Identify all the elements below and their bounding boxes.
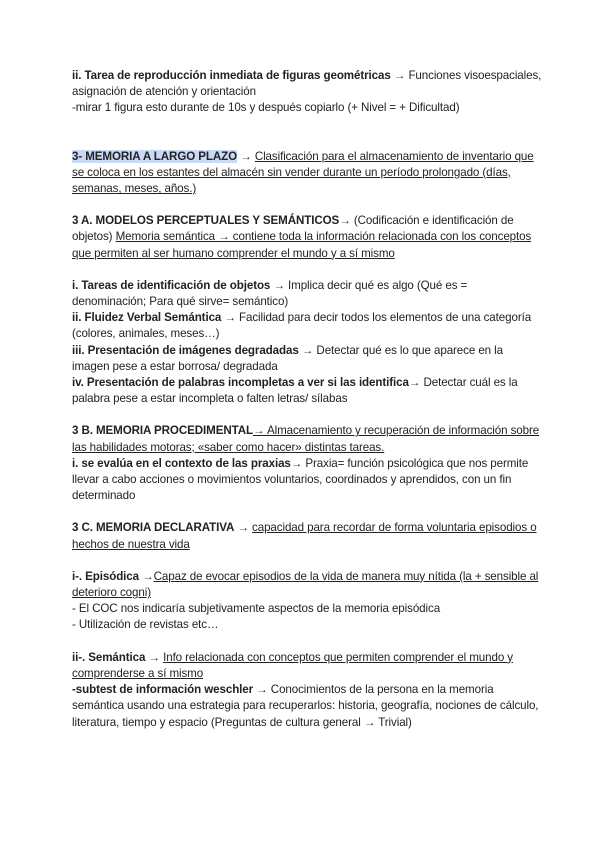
section-3b-item [72, 456, 542, 505]
paragraph-ii-tarea [72, 68, 542, 100]
semantica-definition: Info relacionada con conceptos que permiten comprender el mundo y comprenderse a sí mismo [72, 650, 513, 680]
item-text: → Funciones visoespaciales, asignación de atención y orientación [72, 69, 542, 99]
section-3b-definition: → Almacenamiento y recuperación de información sobre las habilidades motoras; «saber como hacer» distintas tareas. [72, 424, 540, 454]
episodica-note: - Utilización de revistas etc… [72, 618, 219, 632]
arrow-text: → [237, 149, 255, 163]
list-item-title: iii. Presentación de imágenes degradadas [72, 343, 299, 357]
list-item [72, 375, 542, 407]
semantica-item [72, 682, 542, 731]
episodica-title: i-. Episódica [72, 569, 139, 583]
arrow-text: → [145, 650, 164, 664]
semantica-title: ii-. Semántica [72, 650, 146, 664]
list-item-title: ii. Fluidez Verbal Semántica [72, 311, 222, 325]
section-3a-text: → (Codificación e identificación de objetos) [72, 214, 514, 244]
section-3-highlight: 3- MEMORIA A LARGO PLAZO [72, 149, 238, 163]
list-item [72, 343, 542, 375]
section-3b-title: 3 B. MEMORIA PROCEDIMENTAL [72, 424, 253, 438]
episodica-note: - El COC nos indicaría subjetivamente aspectos de la memoria episódica [72, 602, 441, 616]
list-item-title: iv. Presentación de palabras incompletas a ver si las identifica [72, 376, 409, 390]
list-item-title: i. Tareas de identificación de objetos [72, 278, 271, 292]
semantica-item-title: -subtest de información weschler [72, 683, 254, 697]
list-item [72, 278, 542, 310]
section-3c-title: 3 C. MEMORIA DECLARATIVA [72, 521, 235, 535]
section-3-heading [72, 149, 542, 198]
section-3b-item-text: → Praxia= función psicológica que nos permite llevar a cabo acciones o movimientos voluntarios, coordinados y aprendidos, con un fin determinado [72, 456, 529, 503]
document-page [72, 68, 542, 731]
section-3c-definition: capacidad para recordar de forma voluntaria episodios o hechos de nuestra vida [72, 521, 537, 551]
list-item-text: → Facilidad para decir todos los elementos de una categoría (colores, animales, meses…) [72, 311, 532, 341]
list-item [72, 310, 542, 342]
semantica-item-text: → Conocimientos de la persona en la memoria semántica usando una estrategia para recuperarlos: historia, geografía, nociones de cálculo, literatura, tiempo y espacio (Preguntas de cultura general → Trivial) [72, 683, 539, 729]
section-3a-heading [72, 213, 542, 262]
section-3b-item-title: i. se evalúa en el contexto de las praxias [72, 456, 291, 470]
list-item-text: → Implica decir qué es algo (Qué es = denominación; Para qué sirve= semántico) [72, 278, 468, 309]
list-item-text: → Detectar cuál es la palabra pese a estar incompleta o falten letras/ sílabas [72, 376, 518, 406]
section-3a-title: 3 A. MODELOS PERCEPTUALES Y SEMÁNTICOS [72, 214, 340, 228]
list-item-text: → Detectar qué es lo que aparece en la imagen pese a estar borrosa/ degradada [72, 343, 503, 373]
arrow-text: → [139, 569, 154, 583]
arrow-text: → [234, 521, 253, 535]
item-title: ii. Tarea de reproducción inmediata de figuras geométricas [72, 69, 391, 82]
section-3-definition: Clasificación para el almacenamiento de inventario que se coloca en los estantes del almacén sin vender durante un período prolongado (días, semanas, meses, años.) [72, 149, 534, 196]
paragraph-ii-tarea-note: -mirar 1 figura esto durante de 10s y después copiarlo (+ Nivel = + Dificultad) [72, 101, 460, 115]
episodica-definition: Capaz de evocar episodios de la vida de manera muy nítida (la + sensible al deterioro cogni) [72, 569, 539, 600]
section-3a-definition: Memoria semántica → contiene toda la información relacionada con los conceptos que permiten al ser humano comprender el mundo y a sí mismo [72, 230, 532, 260]
section-3b-heading [72, 423, 542, 455]
semantica-heading [72, 650, 542, 682]
section-3c-heading [72, 520, 542, 552]
episodica-heading [72, 569, 542, 601]
